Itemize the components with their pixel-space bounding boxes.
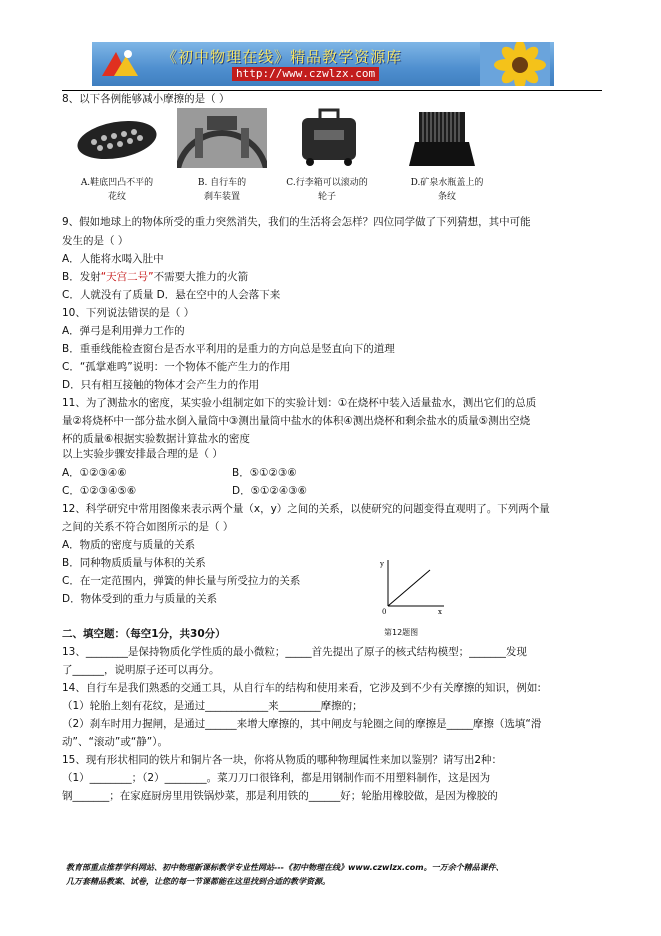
q15-line: （1）________；（2）________。菜刀刀口很锋利，都是用钢制作而不用塑料制作，这是因为: [62, 772, 491, 784]
suitcase-image: [284, 108, 374, 168]
q12-option-c: C．在一定范围内，弹簧的伸长量与所受拉力的关系: [62, 575, 301, 587]
header-rule: [62, 90, 602, 91]
q14-line: 14、自行车是我们熟悉的交通工具，从自行车的结构和使用来看，它涉及到不少有关摩擦的知识，例如:: [62, 682, 541, 694]
q10-option-b: B．重垂线能检查窗台是否水平利用的是重力的方向总是竖直向下的道理: [62, 343, 395, 355]
q11-option-a: A．①②③④⑥: [62, 467, 127, 479]
q12-line: 之间的关系不符合如图所示的是（ ）: [62, 521, 234, 533]
bicycle-brake-image: [177, 108, 267, 168]
q10-stem: 10、下列说法错误的是（ ）: [62, 307, 195, 319]
banner-title: 《初中物理在线》精品教学资源库: [162, 48, 403, 66]
q14-line: （1）轮胎上刻有花纹，是通过____________来________摩擦的；: [62, 700, 363, 712]
q15-line: 15、现有形状相同的铁片和铜片各一块，你将从物质的哪种物理属性来加以鉴别？请写出2种：: [62, 754, 503, 766]
footer-line: 教育部重点推荐学科网站、初中物理新课标教学专业性网站---《初中物理在线》www.czwlzx.com。一万余个精品课件、: [66, 863, 504, 872]
q11-option-c: C．①②③④⑤⑥: [62, 485, 137, 497]
caption-d: D.矿泉水瓶盖上的 条纹: [410, 178, 484, 202]
q9-line: 发生的是（ ）: [62, 235, 129, 247]
footer-line: 几万套精品教案、试卷，让您的每一节课都能在这里找到合适的教学资源。: [66, 877, 330, 886]
q13-line: 13、________是保持物质化学性质的最小微粒；_____首先提出了原子的核式结构模型；_______发现: [62, 646, 527, 658]
q12-option-a: A．物质的密度与质量的关系: [62, 539, 196, 551]
q9-options-cd: C．人就没有了质量 D．悬在空中的人会落下来: [62, 289, 281, 301]
tiangong-text: “天宫二号”: [100, 271, 154, 283]
q14-line: （2）刹车时用力握闸，是通过______来增大摩擦的，其中闸皮与轮圈之间的摩擦是_____摩擦（选填“滑: [62, 718, 542, 730]
q9-option-b: B．发射“天宫二号”不需要大推力的火箭: [62, 271, 249, 283]
q9-option-a: A．人能将水喝入肚中: [62, 253, 164, 265]
graph-origin: 0: [382, 608, 387, 616]
graph-line: [388, 570, 430, 606]
bottle-cap-image: [397, 108, 487, 168]
graph-y-label: y: [380, 560, 384, 568]
q12-line: 12、科学研究中常用图像来表示两个量（x，y）之间的关系，以使研究的问题变得直观明了。下列两个量: [62, 503, 550, 515]
q8-images: [62, 108, 602, 208]
caption-c: C.行李箱可以滚动的 轮子: [286, 178, 368, 202]
q9-line: 9、假如地球上的物体所受的重力突然消失，我们的生活将会怎样？四位同学做了下列猜想，其中可能: [62, 216, 531, 228]
caption-a: A.鞋底凹凸不平的 花纹: [80, 178, 154, 202]
q15-line: 钢_______；在家庭厨房里用铁锅炒菜，那是利用铁的______好；轮胎用橡胶做，是因为橡胶的: [62, 790, 498, 802]
graph-x-label: x: [438, 608, 442, 616]
shoe-sole-image: [72, 108, 162, 168]
q14-line: 动”、“滚动”或“静”）。: [62, 736, 168, 748]
section-title: 二、填空题：（每空1分，共30分）: [62, 628, 226, 640]
q11-line: 杯的质量⑥根据实验数据计算盐水的密度: [62, 433, 250, 445]
q11-line: 11、为了测盐水的密度，某实验小组制定如下的实验计划：①在烧杯中装入适量盐水，测出它们的总质: [62, 397, 537, 409]
banner-url[interactable]: http://www.czwlzx.com: [232, 67, 379, 81]
q10-option-c: C．“孤掌难鸣”说明：一个物体不能产生力的作用: [62, 361, 291, 373]
q12-option-d: D．物体受到的重力与质量的关系: [62, 593, 218, 605]
site-logo-icon: [98, 46, 142, 82]
caption-b: B. 自行车的 刹车装置: [197, 178, 247, 202]
q12-graph: [378, 556, 448, 616]
q13-line: 了______，说明原子还可以再分。: [62, 664, 220, 676]
q11-option-b: B．⑤①②③⑥: [232, 467, 297, 479]
sunflower-icon: [480, 42, 550, 86]
q11-option-d: D．⑤①②④③⑥: [232, 485, 308, 497]
graph-caption: 第12题图: [384, 628, 419, 637]
q11-line: 量②将烧杯中一部分盐水倒入量筒中③测出量筒中盐水的体积④测出烧杯和剩余盐水的质量⑤测出空烧: [62, 415, 531, 427]
q12-option-b: B．同种物质质量与体积的关系: [62, 557, 206, 569]
header-banner: [92, 42, 554, 86]
q11-line: 以上实验步骤安排最合理的是（ ）: [62, 448, 223, 460]
q10-option-a: A．弹弓是利用弹力工作的: [62, 325, 185, 337]
q10-option-d: D．只有相互接触的物体才会产生力的作用: [62, 379, 260, 391]
q8-stem: 8、以下各例能够减小摩擦的是（ ）: [62, 93, 230, 105]
